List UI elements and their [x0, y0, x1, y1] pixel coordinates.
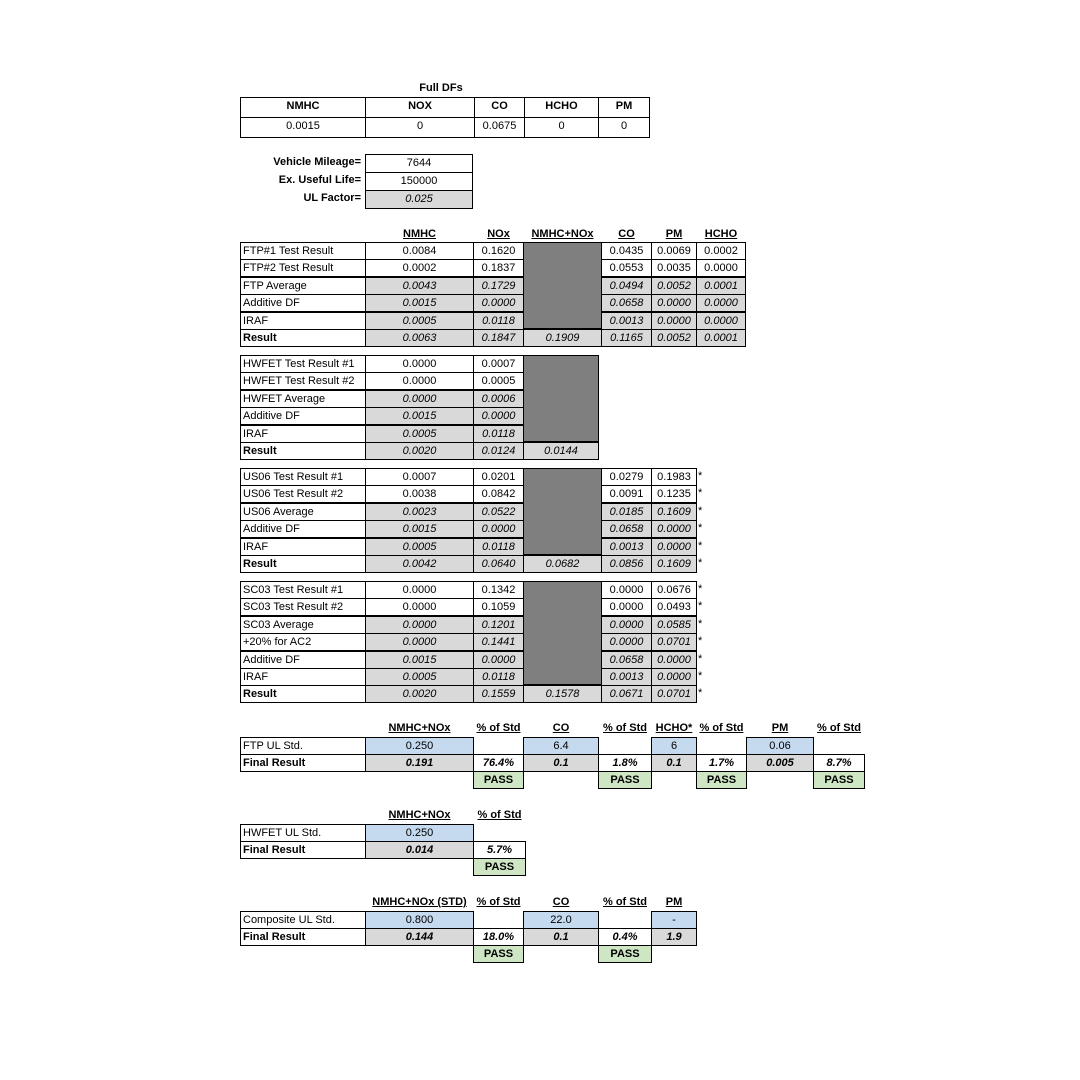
table-cell: 0.0005 — [365, 538, 474, 556]
table-cell: 0.0005 — [365, 425, 474, 443]
shaded-block — [523, 581, 602, 685]
table-cell: 0.0185 — [601, 503, 652, 521]
final-result-cell: 0.014 — [365, 841, 474, 859]
table-cell: 0.0005 — [365, 312, 474, 330]
table-cell: 0.0000 — [696, 312, 746, 330]
row-label: Final Result — [240, 841, 366, 859]
table-cell: 0.0000 — [696, 259, 746, 277]
row-label: US06 Test Result #1 — [240, 468, 366, 486]
shaded-block — [523, 355, 599, 442]
row-label: IRAF — [240, 668, 366, 686]
table-cell: 0.0000 — [651, 312, 697, 330]
table-cell: 0.0585 — [651, 616, 697, 634]
row-label: HWFET Test Result #2 — [240, 372, 366, 390]
table-cell: 0.0000 — [601, 598, 652, 616]
row-label: IRAF — [240, 538, 366, 556]
table-cell: 0.0000 — [651, 520, 697, 538]
shaded-block — [523, 242, 602, 329]
final-result-cell: 76.4% — [473, 754, 524, 772]
table-cell: 0.0000 — [696, 294, 746, 312]
standard-cell: 0.06 — [746, 737, 814, 755]
table-cell: 0.0001 — [696, 277, 746, 295]
table-cell: 0 — [598, 117, 650, 138]
final-result-cell: 0.144 — [365, 928, 474, 946]
table-cell: 0.0042 — [365, 555, 474, 573]
table-cell: 0.0007 — [365, 468, 474, 486]
footnote-asterisk: * — [698, 618, 703, 630]
table-cell: 0.0000 — [473, 651, 524, 669]
column-header: NOX — [365, 97, 475, 118]
table-cell: 0.0118 — [473, 538, 524, 556]
column-header: CO — [552, 896, 570, 908]
final-result-cell: 5.7% — [473, 841, 526, 859]
table-cell: 0.0671 — [601, 685, 652, 703]
table-cell: 0.0000 — [473, 407, 524, 425]
column-header: PM — [598, 97, 650, 118]
field-label: Vehicle Mileage= — [273, 156, 361, 168]
field-label: Ex. Useful Life= — [278, 174, 361, 186]
row-label: +20% for AC2 — [240, 633, 366, 651]
row-label: US06 Average — [240, 503, 366, 521]
row-label: Final Result — [240, 754, 366, 772]
column-header: HCHO — [524, 97, 599, 118]
column-header: NMHC — [240, 97, 366, 118]
final-result-cell: 0.191 — [365, 754, 474, 772]
table-cell: 0.0000 — [365, 372, 474, 390]
row-label: Composite UL Std. — [240, 911, 366, 929]
table-cell: 0.0020 — [365, 442, 474, 460]
table-cell: 0.0091 — [601, 485, 652, 503]
table-cell: 0.0035 — [651, 259, 697, 277]
nmhc-nox-sum-cell: 0.1909 — [523, 329, 602, 347]
column-header: % of Std — [476, 722, 521, 734]
table-cell: 0.0000 — [365, 633, 474, 651]
column-header: NMHC+NOx (STD) — [372, 896, 467, 908]
table-cell: 0.0000 — [365, 581, 474, 599]
row-label: Additive DF — [240, 294, 366, 312]
table-cell: 0.0013 — [601, 312, 652, 330]
final-result-cell: 18.0% — [473, 928, 524, 946]
table-cell: 0.0435 — [601, 242, 652, 260]
table-cell: 0.0007 — [473, 355, 524, 373]
footnote-asterisk: * — [698, 557, 703, 569]
pass-badge: PASS — [473, 858, 526, 876]
standard-cell: 0.250 — [365, 824, 474, 842]
column-header: % of Std — [817, 722, 861, 734]
pass-badge: PASS — [598, 771, 652, 789]
final-result-cell: 0.1 — [523, 754, 599, 772]
table-cell: 0.0000 — [601, 633, 652, 651]
footnote-asterisk: * — [698, 487, 703, 499]
row-label: Additive DF — [240, 407, 366, 425]
column-header: PM — [771, 722, 789, 734]
table-cell: 0.0494 — [601, 277, 652, 295]
shaded-block — [523, 468, 602, 555]
final-result-cell: 1.9 — [651, 928, 697, 946]
column-header: CO — [474, 97, 525, 118]
column-header: NMHC+NOx — [531, 228, 594, 240]
row-label: SC03 Test Result #2 — [240, 598, 366, 616]
nmhc-nox-sum-cell: 0.0682 — [523, 555, 602, 573]
table-cell: 0.0000 — [365, 616, 474, 634]
standard-cell: - — [651, 911, 697, 929]
column-header: HCHO — [704, 228, 738, 240]
table-cell: 0.1342 — [473, 581, 524, 599]
final-result-cell: 0.005 — [746, 754, 814, 772]
column-header: NMHC — [403, 228, 436, 240]
standard-cell: 22.0 — [523, 911, 599, 929]
nmhc-nox-sum-cell: 0.1578 — [523, 685, 602, 703]
final-result-cell: 0.1 — [523, 928, 599, 946]
table-cell: 0.0658 — [601, 651, 652, 669]
table-cell: 0.0658 — [601, 520, 652, 538]
section-title: Full DFs — [419, 82, 463, 94]
footnote-asterisk: * — [698, 687, 703, 699]
row-label: Additive DF — [240, 520, 366, 538]
footnote-asterisk: * — [698, 522, 703, 534]
row-label: SC03 Test Result #1 — [240, 581, 366, 599]
standard-cell: 6 — [651, 737, 697, 755]
final-result-cell: 1.7% — [696, 754, 747, 772]
field-value: 150000 — [365, 172, 473, 191]
column-header: % of Std — [476, 896, 521, 908]
standard-cell: 0.800 — [365, 911, 474, 929]
table-cell: 0.0701 — [651, 685, 697, 703]
column-header: CO — [552, 722, 570, 734]
table-cell: 0.0553 — [601, 259, 652, 277]
pass-badge: PASS — [696, 771, 747, 789]
row-label: Result — [240, 555, 366, 573]
column-header: % of Std — [699, 722, 744, 734]
row-label: FTP#1 Test Result — [240, 242, 366, 260]
table-cell: 0.0015 — [365, 520, 474, 538]
table-cell: 0.0279 — [601, 468, 652, 486]
table-cell: 0.1059 — [473, 598, 524, 616]
field-value: 7644 — [365, 154, 473, 173]
column-header: HCHO* — [655, 722, 693, 734]
table-cell: 0.0001 — [696, 329, 746, 347]
table-cell: 0.0676 — [651, 581, 697, 599]
table-cell: 0.0052 — [651, 329, 697, 347]
table-cell: 0.1620 — [473, 242, 524, 260]
table-cell: 0.0015 — [365, 651, 474, 669]
table-cell: 0.0069 — [651, 242, 697, 260]
table-cell: 0.0000 — [651, 651, 697, 669]
pass-badge: PASS — [813, 771, 865, 789]
footnote-asterisk: * — [698, 540, 703, 552]
table-cell: 0.1441 — [473, 633, 524, 651]
footnote-asterisk: * — [698, 670, 703, 682]
table-cell: 0.0118 — [473, 668, 524, 686]
table-cell: 0.0005 — [473, 372, 524, 390]
footnote-asterisk: * — [698, 635, 703, 647]
table-cell: 0.0038 — [365, 485, 474, 503]
table-cell: 0.0063 — [365, 329, 474, 347]
row-label: HWFET UL Std. — [240, 824, 366, 842]
row-label: Final Result — [240, 928, 366, 946]
row-label: FTP#2 Test Result — [240, 259, 366, 277]
footnote-asterisk: * — [698, 470, 703, 482]
table-cell: 0.1201 — [473, 616, 524, 634]
table-cell: 0.0000 — [365, 355, 474, 373]
table-cell: 0.0124 — [473, 442, 524, 460]
table-cell: 0 — [524, 117, 599, 138]
table-cell: 0.0023 — [365, 503, 474, 521]
table-cell: 0.1559 — [473, 685, 524, 703]
row-label: IRAF — [240, 425, 366, 443]
final-result-cell: 8.7% — [813, 754, 865, 772]
row-label: FTP Average — [240, 277, 366, 295]
column-header: NOx — [487, 228, 510, 240]
field-value: 0.025 — [365, 190, 473, 209]
table-cell: 0.0005 — [365, 668, 474, 686]
table-cell: 0.0000 — [601, 616, 652, 634]
column-header: % of Std — [603, 722, 647, 734]
row-label: SC03 Average — [240, 616, 366, 634]
table-cell: 0.0000 — [365, 598, 474, 616]
table-cell: 0.0000 — [473, 294, 524, 312]
table-cell: 0.0084 — [365, 242, 474, 260]
column-header: % of Std — [477, 809, 522, 821]
footnote-asterisk: * — [698, 653, 703, 665]
table-cell: 0.0020 — [365, 685, 474, 703]
column-header: NMHC+NOx — [388, 722, 451, 734]
table-cell: 0.0201 — [473, 468, 524, 486]
table-cell: 0.1837 — [473, 259, 524, 277]
final-result-cell: 0.4% — [598, 928, 652, 946]
pass-badge: PASS — [473, 771, 524, 789]
table-cell: 0.0013 — [601, 668, 652, 686]
table-cell: 0.0701 — [651, 633, 697, 651]
table-cell: 0.0000 — [365, 390, 474, 408]
table-cell: 0.0002 — [365, 259, 474, 277]
table-cell: 0.0118 — [473, 425, 524, 443]
table-cell: 0.0118 — [473, 312, 524, 330]
table-cell: 0.0043 — [365, 277, 474, 295]
table-cell: 0.0052 — [651, 277, 697, 295]
row-label: Additive DF — [240, 651, 366, 669]
table-cell: 0.0000 — [473, 520, 524, 538]
row-label: Result — [240, 685, 366, 703]
table-cell: 0.0658 — [601, 294, 652, 312]
table-cell: 0.0856 — [601, 555, 652, 573]
row-label: HWFET Average — [240, 390, 366, 408]
table-cell: 0.0015 — [365, 407, 474, 425]
table-cell: 0.1983 — [651, 468, 697, 486]
table-cell: 0.1847 — [473, 329, 524, 347]
footnote-asterisk: * — [698, 583, 703, 595]
table-cell: 0.0640 — [473, 555, 524, 573]
standard-cell: 6.4 — [523, 737, 599, 755]
table-cell: 0.0493 — [651, 598, 697, 616]
column-header: CO — [618, 228, 635, 240]
table-cell: 0.0006 — [473, 390, 524, 408]
column-header: PM — [665, 896, 683, 908]
field-label: UL Factor= — [303, 192, 361, 204]
footnote-asterisk: * — [698, 600, 703, 612]
table-cell: 0.1165 — [601, 329, 652, 347]
pass-badge: PASS — [473, 945, 524, 963]
pass-badge: PASS — [598, 945, 652, 963]
row-label: Result — [240, 442, 366, 460]
table-cell: 0.1729 — [473, 277, 524, 295]
table-cell: 0.0842 — [473, 485, 524, 503]
table-cell: 0.1609 — [651, 555, 697, 573]
column-header: % of Std — [603, 896, 647, 908]
table-cell: 0.0013 — [601, 538, 652, 556]
column-header: PM — [665, 228, 683, 240]
standard-cell: 0.250 — [365, 737, 474, 755]
table-cell: 0.0002 — [696, 242, 746, 260]
final-result-cell: 0.1 — [651, 754, 697, 772]
footnote-asterisk: * — [698, 505, 703, 517]
table-cell: 0.0000 — [651, 668, 697, 686]
table-cell: 0.0015 — [365, 294, 474, 312]
table-cell: 0.0522 — [473, 503, 524, 521]
column-header: NMHC+NOx — [388, 809, 451, 821]
table-cell: 0.0015 — [240, 117, 366, 138]
row-label: IRAF — [240, 312, 366, 330]
table-cell: 0.1235 — [651, 485, 697, 503]
row-label: Result — [240, 329, 366, 347]
row-label: US06 Test Result #2 — [240, 485, 366, 503]
table-cell: 0.0000 — [651, 538, 697, 556]
row-label: FTP UL Std. — [240, 737, 366, 755]
row-label: HWFET Test Result #1 — [240, 355, 366, 373]
table-cell: 0.0000 — [651, 294, 697, 312]
table-cell: 0.0000 — [601, 581, 652, 599]
table-cell: 0.0675 — [474, 117, 525, 138]
table-cell: 0 — [365, 117, 475, 138]
final-result-cell: 1.8% — [598, 754, 652, 772]
table-cell: 0.1609 — [651, 503, 697, 521]
nmhc-nox-sum-cell: 0.0144 — [523, 442, 599, 460]
